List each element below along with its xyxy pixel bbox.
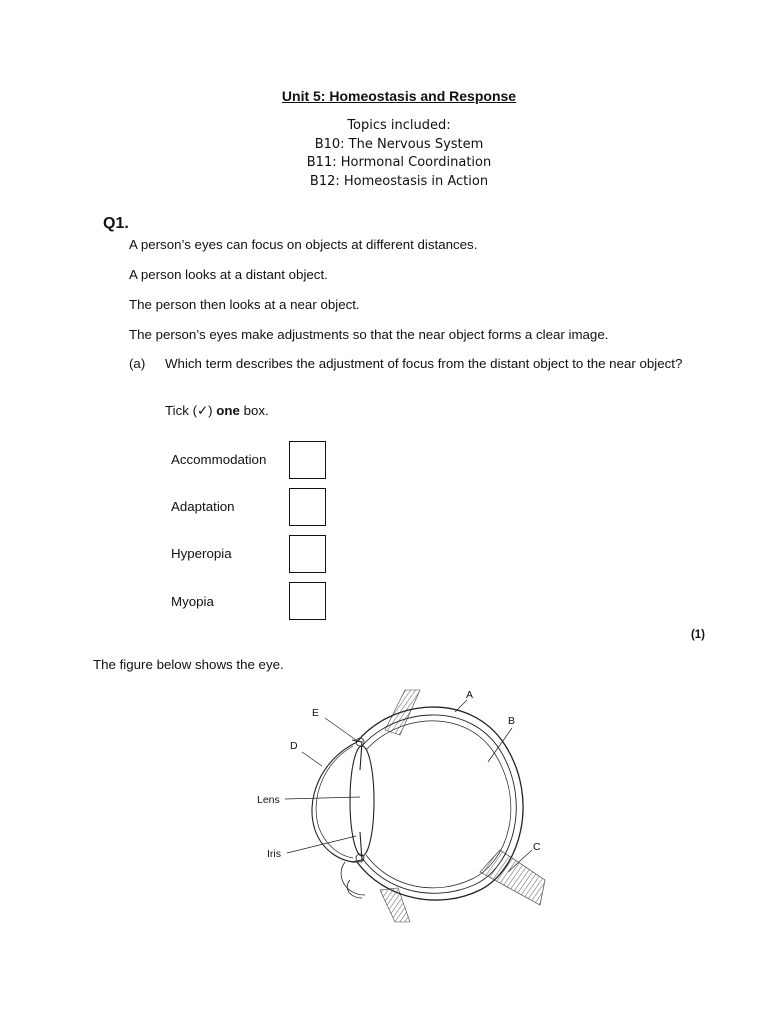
part-question: Which term describes the adjustment of focus from the distant object to the near object?: [165, 356, 683, 371]
marks-indicator: (1): [690, 629, 705, 641]
label-c: C: [533, 841, 541, 853]
eye-socket: [380, 888, 410, 922]
label-iris: Iris: [267, 848, 281, 860]
topic-item: B10: The Nervous System: [314, 136, 484, 152]
option-label: Hyperopia: [171, 546, 232, 561]
leader-line-lens: [285, 797, 360, 799]
tick-instruction-prefix: Tick (✓): [165, 403, 217, 418]
eyelid: [347, 880, 362, 898]
option-label: Adaptation: [171, 499, 235, 514]
page-title: Unit 5: Homeostasis and Response: [281, 88, 517, 104]
label-a: A: [466, 689, 474, 701]
label-b: B: [508, 715, 516, 727]
topic-item: B11: Hormonal Coordination: [306, 155, 492, 170]
label-e: E: [312, 707, 320, 719]
tick-instruction-suffix: box.: [239, 403, 269, 418]
question-paragraph: The person then looks at a near object.: [129, 297, 360, 312]
leader-line-b: [488, 728, 512, 762]
leader-line-iris: [287, 836, 356, 853]
leader-line-d: [302, 752, 322, 766]
figure-caption: The figure below shows the eye.: [93, 657, 284, 672]
checkbox-adaptation[interactable]: [289, 488, 326, 526]
topics-heading: Topics included:: [347, 118, 451, 133]
checkbox-myopia[interactable]: [289, 582, 326, 620]
tick-instruction-bold: one: [216, 403, 240, 418]
label-d: D: [290, 740, 298, 752]
part-label: (a): [129, 356, 146, 371]
topics-list: [0, 117, 768, 191]
checkbox-hyperopia[interactable]: [289, 535, 326, 573]
lens: [350, 746, 374, 856]
tick-instruction: [165, 403, 269, 419]
eye-diagram: [240, 680, 560, 930]
question-paragraph: The person’s eyes make adjustments so that the near object forms a clear image.: [129, 327, 609, 342]
question-number: Q1.: [103, 215, 129, 232]
eye-socket: [385, 690, 420, 735]
leader-line-e: [325, 718, 356, 740]
label-lens: Lens: [257, 794, 280, 806]
leader-line-a: [455, 700, 467, 712]
option-label: Accommodation: [171, 452, 267, 467]
checkbox-accommodation[interactable]: [289, 441, 326, 479]
optic-nerve: [480, 850, 545, 905]
question-paragraph: A person looks at a distant object.: [129, 267, 328, 282]
question-paragraph: A person’s eyes can focus on objects at different distances.: [129, 237, 478, 252]
option-label: Myopia: [171, 594, 214, 609]
topic-item: B12: Homeostasis in Action: [309, 173, 489, 189]
